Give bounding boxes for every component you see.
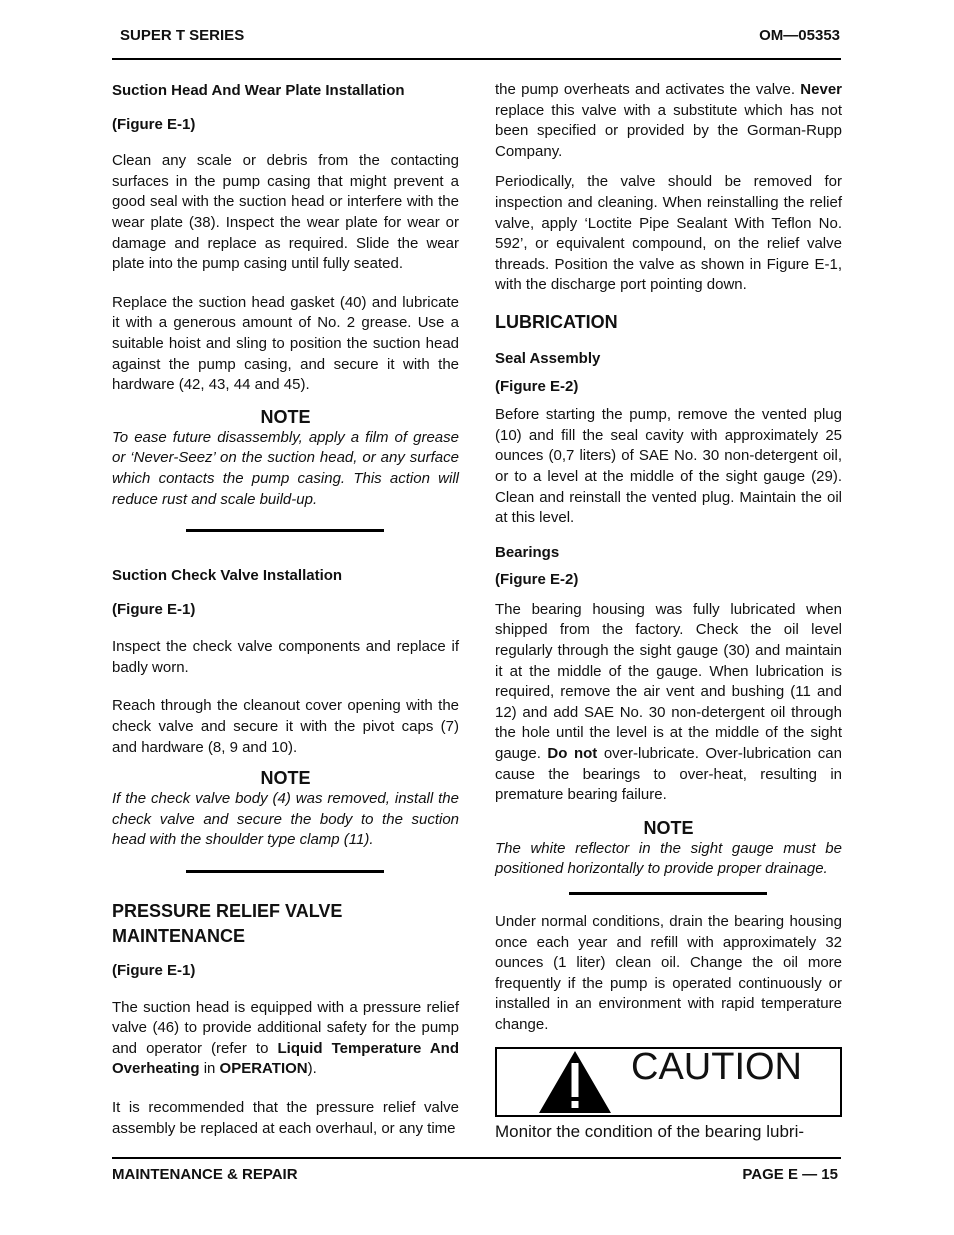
figure-ref: (Figure E-1) [112, 115, 196, 133]
paragraph: Replace the suction head gasket (40) and lubricate it with a generous amount of No. 2 grease. Use a suitable hoist and sling to position the suction head against the pump casing, and secure it with the hardware (42, 43, 44 and 45). [112, 293, 459, 394]
section-title-relief-valve [112, 899, 459, 949]
caution-box [495, 1047, 842, 1117]
text-run: The suction head is equipped with a pressure relief valve (46) to provide additional safety for the pump and operator (refer to [112, 998, 459, 1057]
text-run-bold: Never [800, 81, 842, 98]
figure-ref: (Figure E-1) [112, 962, 196, 980]
note-end-bar [186, 529, 384, 532]
note-title: NOTE [260, 406, 311, 427]
note-title: NOTE [643, 817, 694, 838]
paragraph: Inspect the check valve components and replace if badly worn. [112, 638, 459, 676]
paragraph: It is recommended that the pressure relief valve assembly be replaced at each overhaul, or any time [112, 1099, 459, 1137]
subsection-title-bearings: Bearings [495, 543, 560, 561]
footer-section: MAINTENANCE & REPAIR [112, 1166, 298, 1183]
section-title-suction-head: Suction Head And Wear Plate Installation [112, 82, 405, 99]
right-column [495, 78, 842, 1142]
text-run-bold: OPERATION [219, 1060, 308, 1078]
paragraph [112, 998, 459, 1080]
section-title-line: PRESSURE RELIEF VALVE [112, 901, 343, 922]
figure-ref: (Figure E-2) [495, 571, 579, 589]
text-run: replace this valve with a substitute which has not been specified or provided by the Gorman-Rupp Company. [495, 101, 842, 160]
header-doc-number: OM—05353 [759, 27, 840, 44]
section-title-line: MAINTENANCE [112, 926, 245, 947]
footer-rule [112, 1157, 841, 1159]
footer-page-number: PAGE E — 15 [742, 1166, 838, 1183]
text-run-bold: Liquid Temperature And Overheating [112, 1039, 459, 1078]
text-run: The bearing housing was fully lubricated when shipped from the factory. Check the oil level regularly through the sight gauge (30) and maintain it at the middle of the gauge. When lubrication is required, remove the air vent and bushing (11 and 12) and add SAE No. 30 non-detergent oil through the hole until the level is at the middle of the sight gauge. [495, 600, 842, 763]
paragraph: Periodically, the valve should be removed for inspection and cleaning. When reinstalling the relief valve, apply ‘Loctite Pipe Sealant With Teflon No. 592’, or equivalent compound, on the relief valve threads. Position the valve as shown in Figure E-1, with the discharge port pointing down. [495, 173, 842, 294]
figure-ref: (Figure E-1) [112, 600, 196, 618]
note-text: To ease future disassembly, apply a film of grease or ‘Never-Seez’ on the suction head, or any surface which contacts the pump casing. This action will reduce rust and scale build-up. [112, 428, 459, 508]
caution-text: Monitor the condition of the bearing lubri- [495, 1121, 805, 1141]
text-run: in [199, 1060, 220, 1078]
note-text: If the check valve body (4) was removed, install the check valve and secure the body to the suction head with the shoulder type clamp (11). [112, 790, 459, 849]
text-run: ). [307, 1060, 317, 1078]
note-end-bar [186, 870, 384, 873]
paragraph: Under normal conditions, drain the bearing housing once each year and refill with approximately 32 ounces (1 liter) clean oil. Change the oil more frequently if the pump is operated continuously or installed in an environment with rapid temperature change. [495, 913, 842, 1033]
note-title: NOTE [260, 768, 311, 789]
note-end-bar [569, 892, 767, 895]
text-run: the pump overheats and activates the valve. [495, 81, 801, 98]
text-run: over-lubricate. Over-lubrication can cause the bearings to over-heat, resulting in premature bearing failure. [495, 745, 842, 804]
paragraph: Before starting the pump, remove the vented plug (10) and fill the seal cavity with approximately 25 ounces (0,7 liters) of SAE No. 30 non-detergent oil, or to a level at the middle of the sight gauge (29). Clean and reinstall the vented plug. Maintain the oil at this level. [495, 406, 842, 527]
section-title-check-valve: Suction Check Valve Installation [112, 567, 343, 585]
paragraph: Reach through the cleanout cover opening with the check valve and secure it with the pivot caps (7) and hardware (8, 9 and 10). [112, 697, 459, 756]
header-series: SUPER T SERIES [120, 27, 245, 44]
header-rule [112, 58, 841, 60]
text-run-bold: Do not [547, 745, 598, 763]
warning-triangle-icon [537, 1049, 613, 1115]
paragraph [495, 80, 842, 162]
caution-heading: CAUTION [631, 1045, 802, 1088]
paragraph [495, 600, 842, 806]
section-title-lubrication: LUBRICATION [495, 311, 618, 332]
figure-ref: (Figure E-2) [495, 377, 579, 395]
subsection-title-seal: Seal Assembly [495, 349, 601, 367]
paragraph: Clean any scale or debris from the contacting surfaces in the pump casing that might prevent a good seal with the suction head or interfere with the wear plate (38). Inspect the wear plate for wear or damage and replace as required. Slide the wear plate into the pump casing until fully seated. [112, 152, 459, 273]
note-text: The white reflector in the sight gauge must be positioned horizontally to provide proper drainage. [495, 839, 842, 878]
left-column [112, 78, 459, 1139]
